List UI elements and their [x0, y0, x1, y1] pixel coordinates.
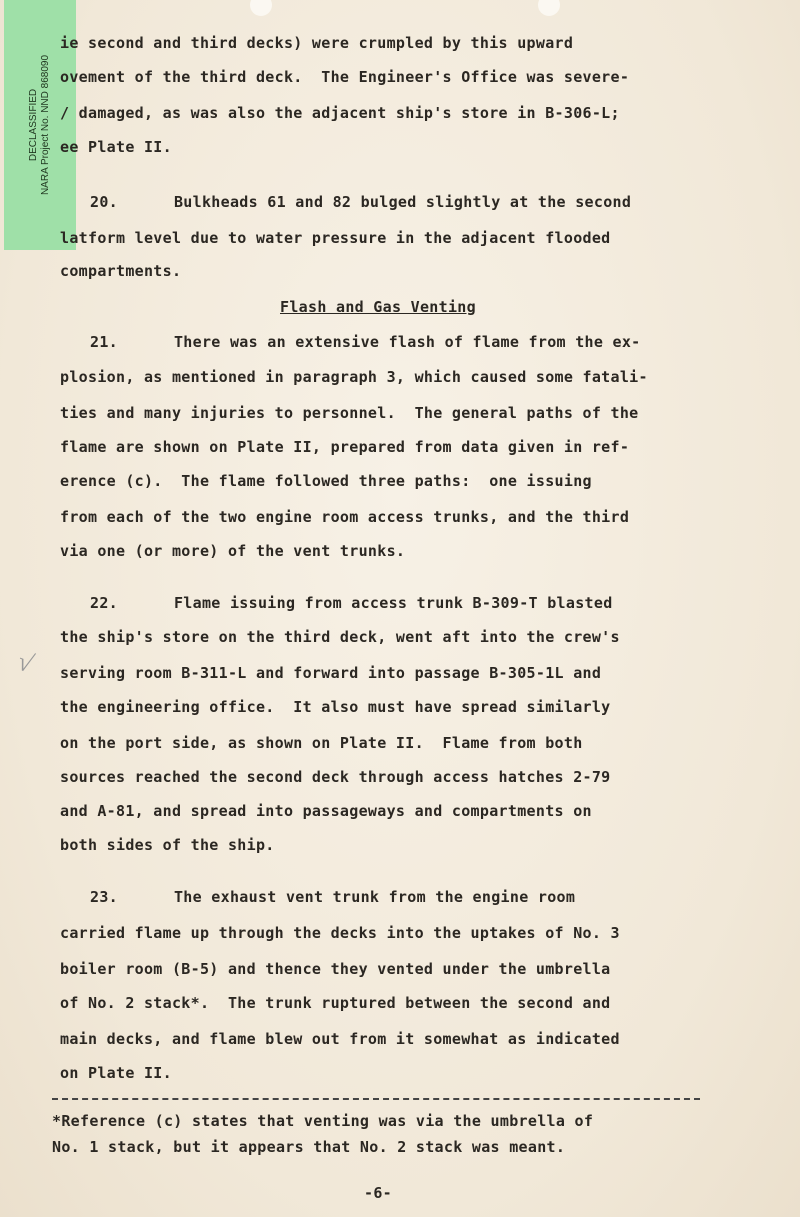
- text-line: / damaged, as was also the adjacent ship's store in B-306-L;: [60, 104, 620, 122]
- text-line: of No. 2 stack*. The trunk ruptured between the second and: [60, 994, 611, 1012]
- footnote-line: No. 1 stack, but it appears that No. 2 stack was meant.: [52, 1138, 566, 1156]
- margin-check-mark: √: [13, 646, 37, 679]
- text-line: plosion, as mentioned in paragraph 3, which caused some fatali-: [60, 368, 648, 386]
- text-line: erence (c). The flame followed three paths: one issuing: [60, 472, 592, 490]
- text-line: on the port side, as shown on Plate II. Flame from both: [60, 734, 583, 752]
- text-line: flame are shown on Plate II, prepared from data given in ref-: [60, 438, 630, 456]
- footnote-divider: [52, 1098, 700, 1100]
- stamp-line-2: NARA Project No. NND 868090: [40, 54, 52, 196]
- text-line: main decks, and flame blew out from it somewhat as indicated: [60, 1030, 620, 1048]
- page-number: -6-: [364, 1184, 392, 1202]
- text-line: from each of the two engine room access trunks, and the third: [60, 508, 630, 526]
- paragraph-20: 20. Bulkheads 61 and 82 bulged slightly at the second: [90, 193, 632, 211]
- text-line: latform level due to water pressure in the adjacent flooded: [60, 229, 611, 247]
- punch-hole: [538, 0, 560, 16]
- text-line: ovement of the third deck. The Engineer's Office was severe-: [60, 68, 630, 86]
- text-line: ee Plate II.: [60, 138, 172, 156]
- text-line: the engineering office. It also must have spread similarly: [60, 698, 611, 716]
- paragraph-23: 23. The exhaust vent trunk from the engine room: [90, 888, 576, 906]
- section-heading: Flash and Gas Venting: [280, 298, 476, 316]
- text-line: carried flame up through the decks into the uptakes of No. 3: [60, 924, 620, 942]
- paragraph-21: 21. There was an extensive flash of flame from the ex-: [90, 333, 641, 351]
- punch-hole: [250, 0, 272, 16]
- footnote-line: *Reference (c) states that venting was via the umbrella of: [52, 1112, 594, 1130]
- text-line: the ship's store on the third deck, went aft into the crew's: [60, 628, 620, 646]
- text-line: via one (or more) of the vent trunks.: [60, 542, 406, 560]
- text-line: and A-81, and spread into passageways and compartments on: [60, 802, 592, 820]
- text-line: ties and many injuries to personnel. The general paths of the: [60, 404, 639, 422]
- text-line: ie second and third decks) were crumpled by this upward: [60, 34, 574, 52]
- text-line: serving room B-311-L and forward into passage B-305-1L and: [60, 664, 602, 682]
- text-line: boiler room (B-5) and thence they vented under the umbrella: [60, 960, 611, 978]
- text-line: both sides of the ship.: [60, 836, 275, 854]
- text-line: sources reached the second deck through access hatches 2-79: [60, 768, 611, 786]
- paragraph-22: 22. Flame issuing from access trunk B-309-T blasted: [90, 594, 613, 612]
- text-line: on Plate II.: [60, 1064, 172, 1082]
- text-line: compartments.: [60, 262, 182, 280]
- stamp-line-1: DECLASSIFIED: [28, 88, 40, 162]
